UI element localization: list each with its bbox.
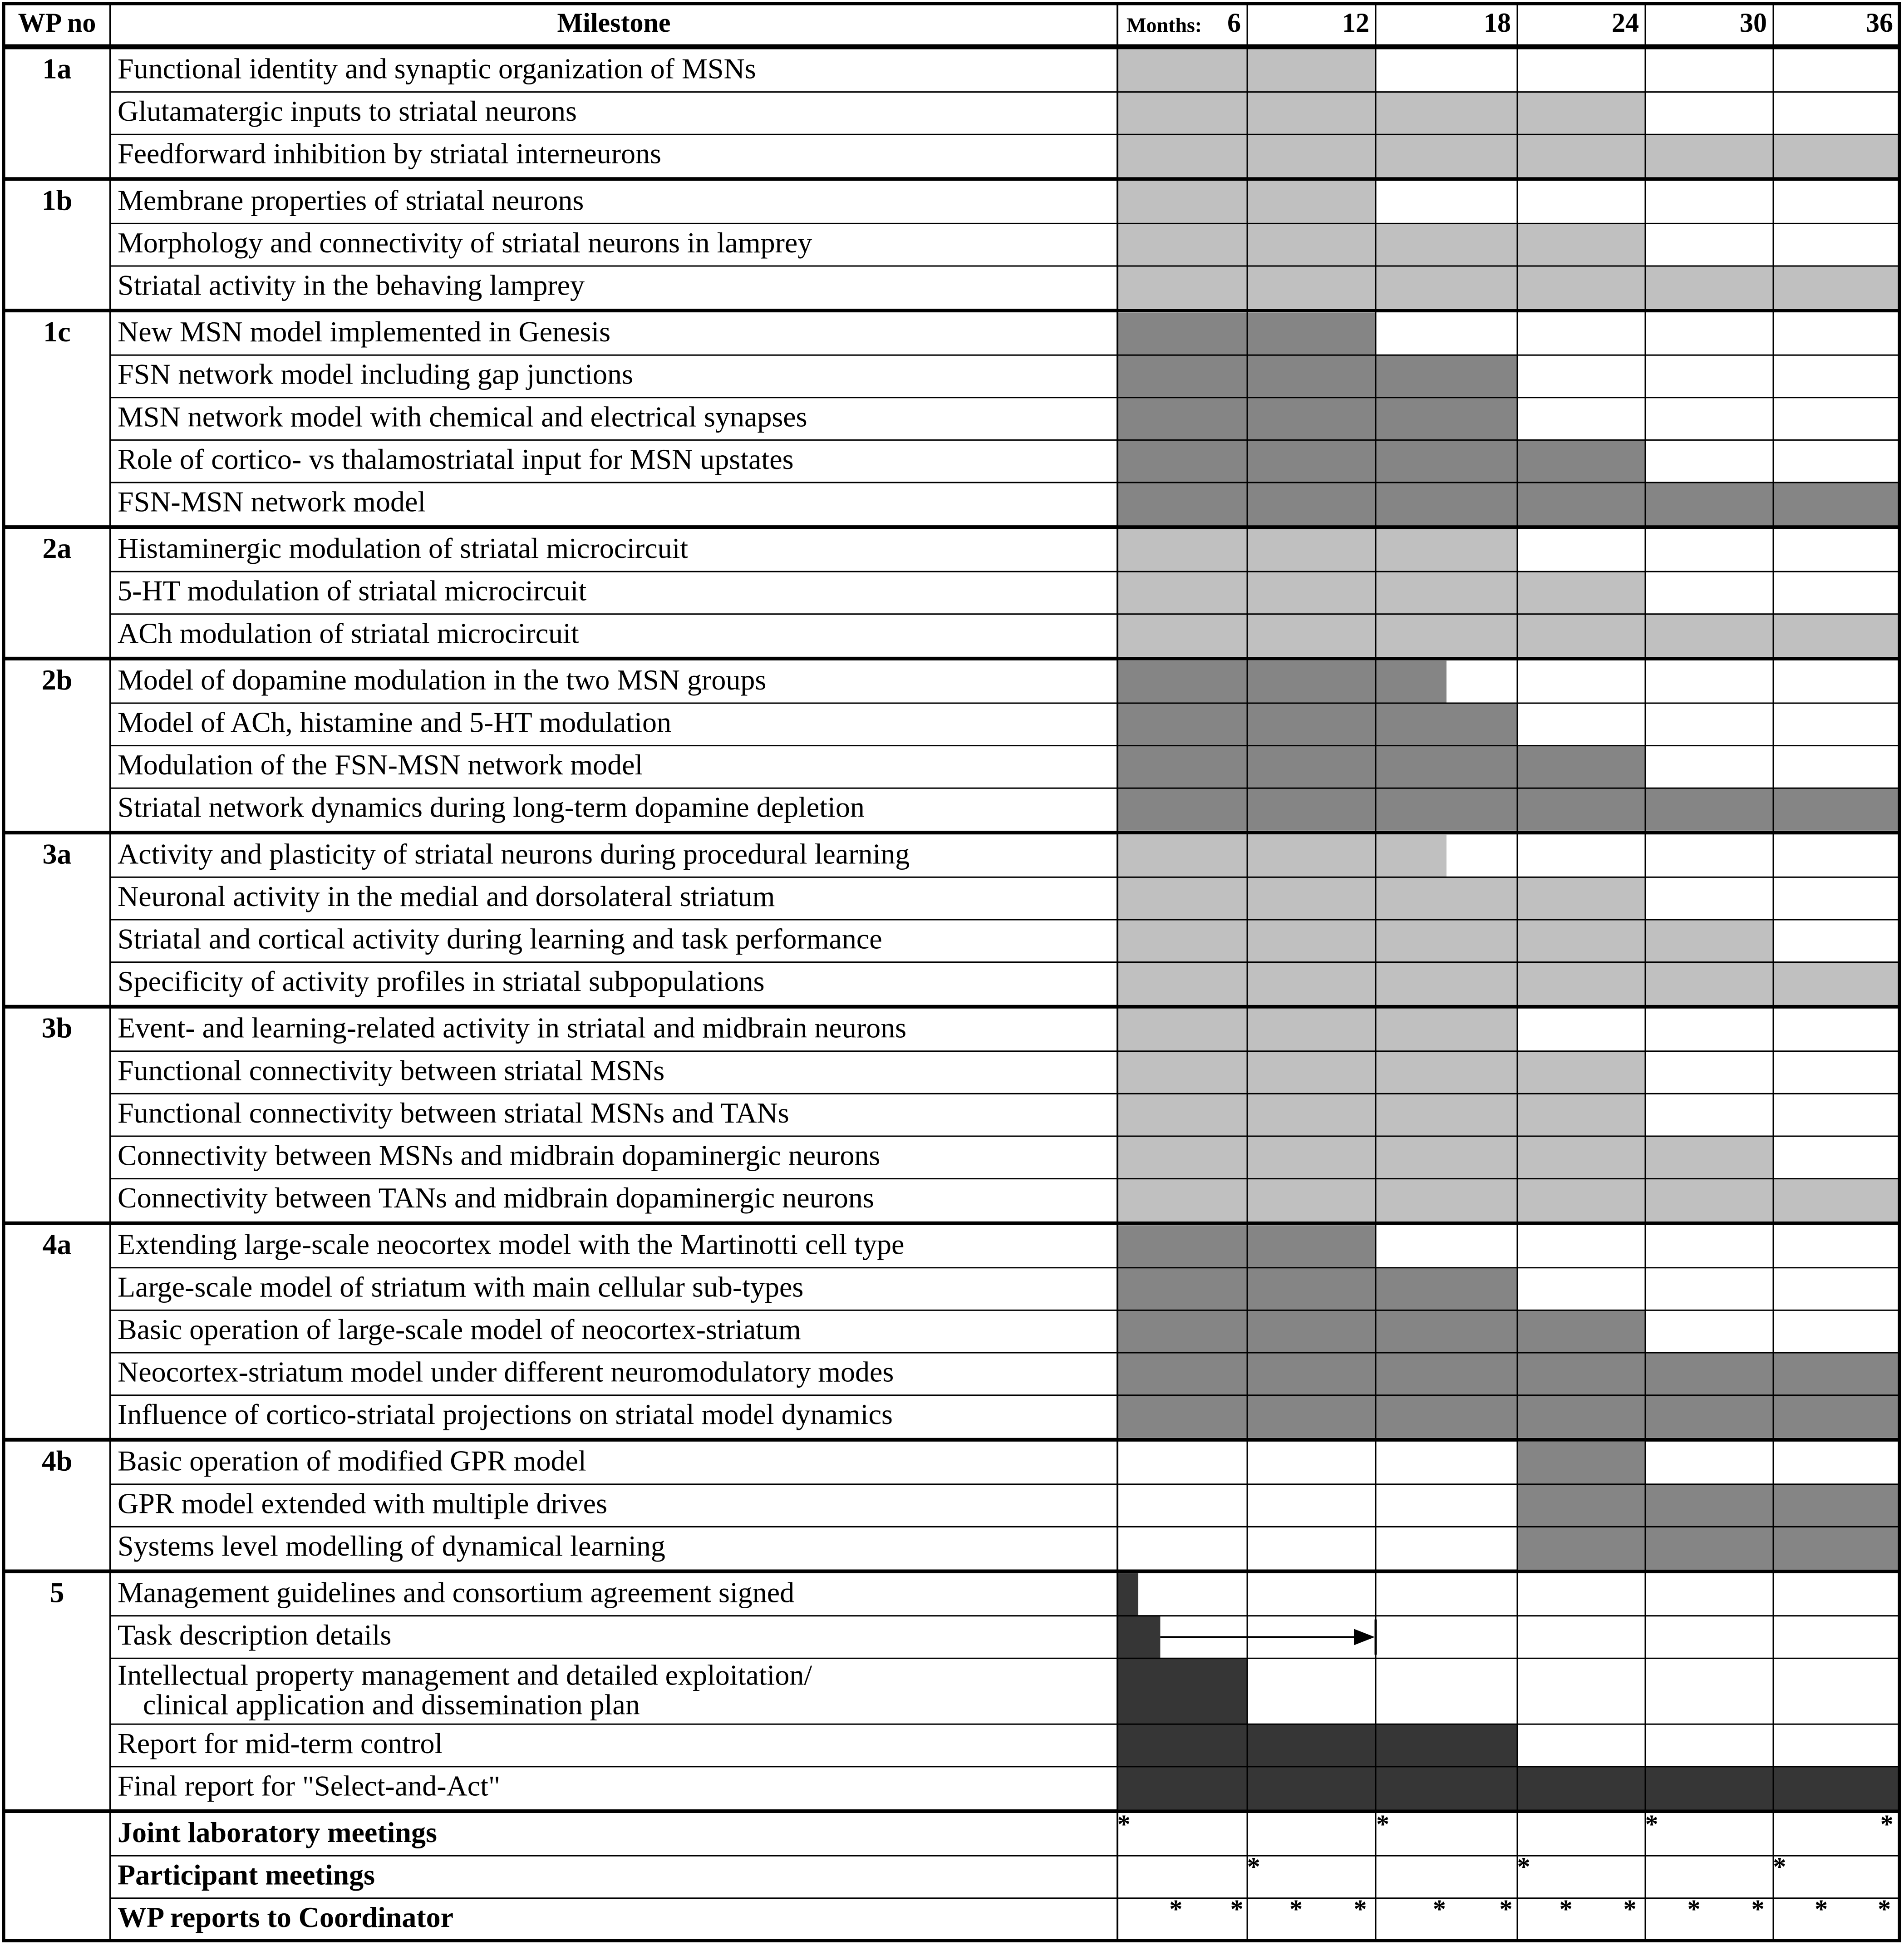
meeting-row-3: WP reports to Coordinator xyxy=(118,1901,454,1934)
bar-2b-1 xyxy=(1117,660,1446,703)
milestone-2a-2: 5-HT modulation of striatal microcircuit xyxy=(118,574,587,607)
milestone-1b-2: Morphology and connectivity of striatal neurons in lamprey xyxy=(118,226,812,259)
meeting-star-1-4: * xyxy=(1880,1809,1894,1839)
milestone-3b-3: Functional connectivity between striatal MSNs and TANs xyxy=(118,1096,789,1129)
wp-label-3b: 3b xyxy=(41,1011,73,1044)
bar-4a-4 xyxy=(1117,1353,1899,1395)
milestone-1c-5: FSN-MSN network model xyxy=(118,485,426,518)
milestone-1a-3: Feedforward inhibition by striatal interneurons xyxy=(118,137,661,170)
wp-label-2a: 2a xyxy=(42,532,72,565)
bar-1b-2 xyxy=(1117,223,1645,266)
meeting-row-2: Participant meetings xyxy=(118,1858,375,1891)
milestone-3b-4: Connectivity between MSNs and midbrain dopaminergic neurons xyxy=(118,1139,881,1172)
header-month-18: 18 xyxy=(1484,7,1511,38)
meeting-star-2-2: * xyxy=(1517,1852,1530,1882)
bar-4a-2 xyxy=(1117,1268,1517,1310)
milestone-4b-1: Basic operation of modified GPR model xyxy=(118,1444,586,1477)
header-month-30: 30 xyxy=(1740,7,1767,38)
header-months-label: Months: xyxy=(1127,13,1202,37)
milestone-3a-1: Activity and plasticity of striatal neurons during procedural learning xyxy=(118,838,910,870)
bar-3a-4 xyxy=(1117,962,1899,1005)
milestone-4a-3: Basic operation of large-scale model of neocortex-striatum xyxy=(118,1313,801,1345)
milestone-5-3: Intellectual property management and detailed exploitation/ xyxy=(118,1659,812,1691)
wp-label-1a: 1a xyxy=(42,52,72,85)
milestone-1c-1: New MSN model implemented in Genesis xyxy=(118,315,611,348)
milestone-5-3-line2: clinical application and dissemination plan xyxy=(143,1688,640,1721)
bar-1a-3 xyxy=(1117,134,1899,177)
meeting-star-1-3: * xyxy=(1645,1809,1658,1839)
bar-3a-2 xyxy=(1117,877,1645,920)
meeting-star-3-8: * xyxy=(1623,1894,1637,1924)
bar-3b-3 xyxy=(1117,1094,1645,1136)
wp-label-1c: 1c xyxy=(43,315,71,348)
milestone-2b-2: Model of ACh, histamine and 5-HT modulation xyxy=(118,706,672,739)
milestone-3b-5: Connectivity between TANs and midbrain dopaminergic neurons xyxy=(118,1182,874,1214)
bar-2a-1 xyxy=(1117,529,1517,572)
bar-5-5 xyxy=(1117,1767,1899,1809)
bar-3b-2 xyxy=(1117,1051,1645,1094)
milestone-5-1: Management guidelines and consortium agreement signed xyxy=(118,1576,795,1609)
bar-2b-3 xyxy=(1117,746,1645,788)
bar-5-3 xyxy=(1117,1658,1247,1724)
bar-2a-3 xyxy=(1117,614,1899,657)
milestone-4b-2: GPR model extended with multiple drives xyxy=(118,1487,607,1520)
milestone-2b-1: Model of dopamine modulation in the two MSN groups xyxy=(118,663,767,696)
bar-5-2 xyxy=(1117,1616,1160,1659)
meeting-star-3-5: * xyxy=(1432,1894,1446,1924)
bar-1c-5 xyxy=(1117,483,1899,525)
milestone-3a-2: Neuronal activity in the medial and dorsolateral striatum xyxy=(118,880,775,912)
milestone-5-4: Report for mid-term control xyxy=(118,1727,443,1759)
milestone-1b-3: Striatal activity in the behaving lamprey xyxy=(118,269,585,301)
bar-4a-3 xyxy=(1117,1310,1645,1353)
meeting-star-3-6: * xyxy=(1499,1894,1513,1924)
bar-5-1 xyxy=(1117,1573,1138,1616)
meeting-star-3-4: * xyxy=(1353,1894,1367,1924)
milestone-2a-3: ACh modulation of striatal microcircuit xyxy=(118,617,579,650)
header-month-12: 12 xyxy=(1342,7,1369,38)
milestone-2b-3: Modulation of the FSN-MSN network model xyxy=(118,749,643,781)
milestone-3a-3: Striatal and cortical activity during learning and task performance xyxy=(118,922,882,955)
meeting-star-2-3: * xyxy=(1773,1852,1786,1882)
meeting-star-1-2: * xyxy=(1376,1809,1390,1839)
bar-3b-5 xyxy=(1117,1179,1899,1222)
header-milestone: Milestone xyxy=(557,7,671,38)
milestone-2a-1: Histaminergic modulation of striatal microcircuit xyxy=(118,532,689,565)
meeting-star-1-1: * xyxy=(1117,1809,1131,1839)
bar-1c-4 xyxy=(1117,440,1645,483)
bar-3b-1 xyxy=(1117,1009,1517,1051)
milestone-4a-4: Neocortex-striatum model under different neuromodulatory modes xyxy=(118,1355,894,1388)
wp-label-4b: 4b xyxy=(41,1444,73,1477)
meeting-star-3-2: * xyxy=(1230,1894,1244,1924)
header-month-24: 24 xyxy=(1612,7,1639,38)
meeting-star-3-11: * xyxy=(1815,1894,1828,1924)
bar-1c-2 xyxy=(1117,355,1517,398)
bar-3b-4 xyxy=(1117,1136,1773,1179)
wp-label-3a: 3a xyxy=(42,838,72,870)
meeting-star-3-3: * xyxy=(1289,1894,1303,1924)
bar-1b-3 xyxy=(1117,266,1899,309)
wp-label-1b: 1b xyxy=(41,184,73,217)
meeting-row-1: Joint laboratory meetings xyxy=(118,1816,437,1848)
milestone-4b-3: Systems level modelling of dynamical learning xyxy=(118,1529,665,1562)
bar-2b-2 xyxy=(1117,703,1517,746)
bar-4b-1 xyxy=(1517,1442,1645,1484)
header-wp-no: WP no xyxy=(18,7,96,38)
bar-2a-2 xyxy=(1117,571,1645,614)
meeting-star-2-1: * xyxy=(1247,1852,1260,1882)
milestone-4a-5: Influence of cortico-striatal projections on striatal model dynamics xyxy=(118,1398,893,1431)
milestone-2b-4: Striatal network dynamics during long-term dopamine depletion xyxy=(118,791,865,823)
milestone-4a-2: Large-scale model of striatum with main cellular sub-types xyxy=(118,1271,804,1303)
meeting-star-3-10: * xyxy=(1751,1894,1765,1924)
milestone-5-5: Final report for "Select-and-Act" xyxy=(118,1769,501,1802)
milestone-1c-3: MSN network model with chemical and electrical synapses xyxy=(118,400,807,433)
milestone-3a-4: Specificity of activity profiles in striatal subpopulations xyxy=(118,965,765,998)
header-month-6: 6 xyxy=(1227,7,1241,38)
wp-label-5: 5 xyxy=(49,1576,64,1609)
milestone-3b-2: Functional connectivity between striatal MSNs xyxy=(118,1054,665,1087)
milestone-4a-1: Extending large-scale neocortex model with the Martinotti cell type xyxy=(118,1228,905,1261)
bar-5-4 xyxy=(1117,1724,1517,1767)
bar-4b-3 xyxy=(1517,1527,1899,1569)
milestone-1a-2: Glutamatergic inputs to striatal neurons xyxy=(118,95,577,128)
meeting-star-3-9: * xyxy=(1687,1894,1701,1924)
bar-1c-3 xyxy=(1117,398,1517,440)
bar-4a-5 xyxy=(1117,1395,1899,1438)
bar-3a-3 xyxy=(1117,920,1773,962)
milestone-1b-1: Membrane properties of striatal neurons xyxy=(118,184,584,217)
milestone-5-2: Task description details xyxy=(118,1619,392,1651)
meeting-star-3-1: * xyxy=(1169,1894,1183,1924)
milestone-1c-4: Role of cortico- vs thalamostriatal input for MSN upstates xyxy=(118,443,794,475)
milestone-3b-1: Event- and learning-related activity in striatal and midbrain neurons xyxy=(118,1011,907,1044)
milestone-1c-2: FSN network model including gap junctions xyxy=(118,358,633,390)
wp-label-4a: 4a xyxy=(42,1228,72,1261)
meeting-star-3-7: * xyxy=(1559,1894,1573,1924)
header-month-36: 36 xyxy=(1866,7,1893,38)
bar-4b-2 xyxy=(1517,1484,1899,1527)
meeting-star-3-12: * xyxy=(1878,1894,1891,1924)
milestone-1a-1: Functional identity and synaptic organization of MSNs xyxy=(118,52,756,85)
bar-3a-1 xyxy=(1117,835,1446,877)
wp-label-2b: 2b xyxy=(41,663,73,696)
bar-2b-4 xyxy=(1117,788,1899,831)
bar-1a-2 xyxy=(1117,92,1645,135)
